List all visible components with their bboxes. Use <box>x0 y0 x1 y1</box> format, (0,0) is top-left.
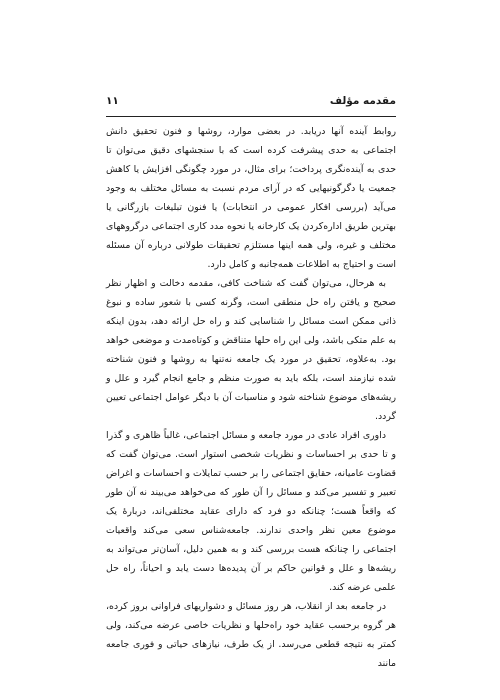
paragraph: به هرحال، می‌توان گفت که شناخت کافی، مقدمه دخالت و اظهار نظر صحیح و یافتن راه حل منطقی است، وگرنه کسی با شعور ساده و نبوغ ذاتی ممکن است مسائل را شناسایی کند و راه حل ارائه دهد، بدون اینکه به علم متکی باشد، ولی این راه حلها متناقض و کوتاه‌مدت و موضعی خواهد بود. به‌علاوه، تحقیق در مورد یک جامعه نه‌تنها به روشها و فنون شناخته شده نیازمند است، بلکه باید به صورت منظم و جامع انجام گیرد و علل و ریشه‌های موضوع شناخته شود و مناسبات آن با دیگر عوامل اجتماعی تعیین گردد. <box>106 278 396 422</box>
body-text <box>106 122 396 673</box>
running-header <box>106 95 396 113</box>
paragraph: داوری افراد عادی در مورد جامعه و مسائل اجتماعی، غالباً ظاهری و گذرا و تا حدی بر احساسات و نظریات شخصی استوار است. می‌توان گفت که قضاوت عامیانه، حقایق اجتماعی را بر حسب تمایلات و احساسات و اغراض تعبیر و تفسیر می‌کند و مسائل را آن طور که می‌خواهد می‌بیند نه آن طور که واقعاً هست؛ چنانکه دو فرد که دارای عقاید مختلفی‌اند، دربارهٔ یک موضوع معین نظر واحدی ندارند. جامعه‌شناس سعی می‌کند واقعیات اجتماعی را چنانکه هست بررسی کند و به همین دلیل، آسان‌تر می‌تواند به ریشه‌ها و علل و قوانین حاکم بر آن پدیده‌ها دست یابد و احیاناً، راه حل علمی عرضه کند. <box>106 430 396 593</box>
running-header-title: مقدمه مؤلف <box>329 95 396 107</box>
page-number: ۱۱ <box>106 95 119 107</box>
paragraph: روابط آینده آنها دریابد. در بعضی موارد، روشها و فنون تحقیق دانش اجتماعی به حدی پیشرفت کرده است که با سنجشهای دقیق می‌توان تا حدی به آینده‌نگری پرداخت؛ برای مثال، در مورد چگونگی افزایش یا کاهش جمعیت یا دگرگونیهایی که در آرای مردم نسبت به مسائل مختلف به وجود می‌آید (بررسی افکار عمومی در انتخابات) یا فنون تبلیغات بازرگانی یا بهترین طریق اداره‌کردن یک کارخانه یا نحوه مدد کاری اجتماعی درگروههای مختلف و غیره، ولی همه اینها مستلزم تحقیقات طولانی درباره آن مسئله است و احتیاج به اطلاعات همه‌جانبه و کامل دارد. <box>106 126 396 270</box>
header-divider <box>106 116 396 117</box>
paragraph: در جامعه بعد از انقلاب، هر روز مسائل و دشواریهای فراوانی بروز کرده، هر گروه برحسب عقاید خود راه‌حلها و نظریات خاصی عرضه می‌کند، ولی کمتر به نتیجه قطعی می‌رسد. از یک طرف، نیازهای حیاتی و فوری جامعه مانند <box>106 601 396 669</box>
